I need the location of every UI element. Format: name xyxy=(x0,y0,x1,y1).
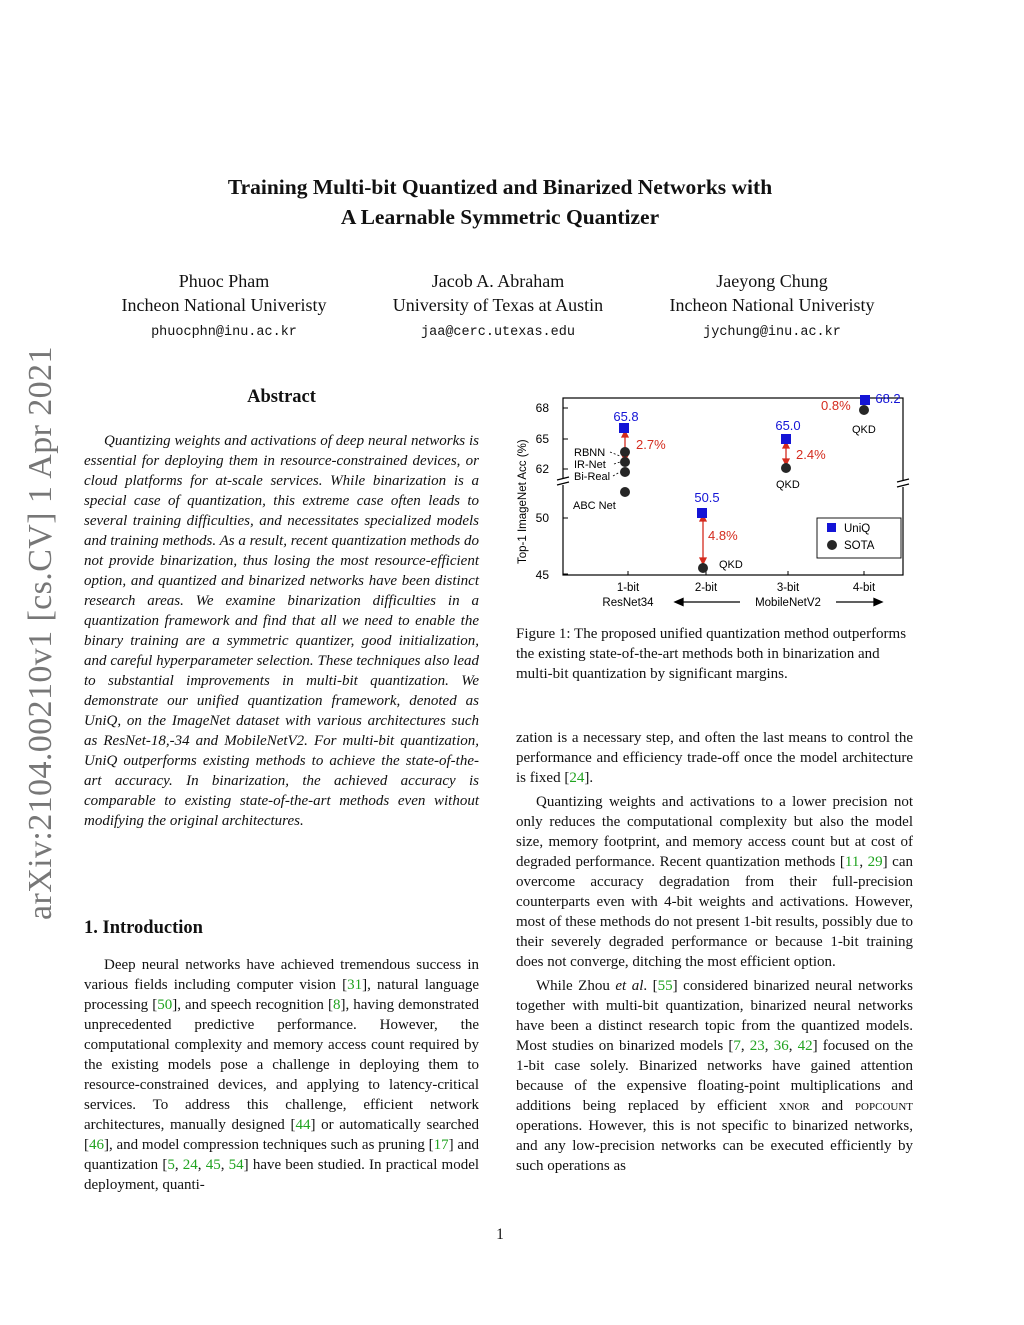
paragraph: zation is a necessary step, and often the last means to control the performance and efficiency trade-off once the model architecture is fixed [24]. xyxy=(516,730,913,786)
legend-label: SOTA xyxy=(844,540,875,552)
paragraph: Quantizing weights and activations to a lower precision not only reduces the computational complexity but also the model size, memory footprint, and memory access count but at cost of degraded performance. Recent quantization methods [11, 29] can overcome accuracy degradation from their full-precision counterparts even with 4-bit weights and activations. However, most of these methods do not present 1-bit results, possibly due to their severely degraded performance or because 1-bit training does not converge, ditching the most efficient option. xyxy=(516,794,914,970)
y-tick-label: 65 xyxy=(535,432,549,446)
legend-sota-marker xyxy=(827,540,837,550)
author-name: Jacob A. Abraham xyxy=(431,271,565,291)
y-axis-label: Top-1 ImageNet Acc (%) xyxy=(517,439,529,564)
citation-link[interactable]: 29 xyxy=(867,854,883,870)
author-block-1 xyxy=(100,270,348,345)
legend-label: UniQ xyxy=(844,523,871,535)
citation-link[interactable]: 24 xyxy=(182,1157,198,1173)
paragraph: While Zhou et al. [55] considered binarized neural networks together with multi-bit quantization, binarized neural networks have been a distinct research topic from the quantized models. Most studies on binarized models [7, 23, 36, 42] focused on the 1-bit case solely. Binarized networks have gained attention because of the expensive floating-point multiplications and additions being replaced by efficient xnor and popcount operations. However, this is not specific to binarized networks, and any low-precision networks can be executed efficiently by such operations as xyxy=(516,978,914,1174)
citation-link[interactable]: 42 xyxy=(797,1038,813,1054)
citation-link[interactable]: 46 xyxy=(89,1137,104,1153)
gap-label: 2.4% xyxy=(796,447,826,462)
figure-1-chart xyxy=(510,388,915,613)
x-tick-label: 1-bit xyxy=(616,582,640,594)
sota-point-bireal xyxy=(620,467,630,477)
abstract-text: Quantizing weights and activations of deep neural networks is essential for deploying them in resource-constrained devices, or cloud platforms for at-scale services. While binarization is a special case of quantization, this extreme case often leads to several training difficulties, and necessitates specialized models and training methods. As a result, recent quantization methods do not provide binarization, thus losing the most resource-efficient option, and quantized and binarized networks have been distinct research areas. We examine binarization difficulties in a quantization framework and find that all we need to enable the binary training are a symmetric quantizer, good initialization, and careful hyperparameter selection. These techniques also lead to substantial improvements in multi-bit quantization. We demonstrate our unified quantization framework, denoted as UniQ, on the ImageNet dataset with various architectures such as ResNet-18,-34 and MobileNetV2. For multi-bit quantization, UniQ outperforms existing methods to achieve the state-of-the-art accuracy. In binarization, the achieved accuracy is comparable to existing state-of-the-art methods even without modifying the original architectures. xyxy=(84,433,479,829)
citation-link[interactable]: 50 xyxy=(157,997,173,1013)
right-column-text xyxy=(516,728,913,1176)
x-group-label-mobilenet: MobileNetV2 xyxy=(755,597,821,609)
legend-uniq-marker xyxy=(827,523,836,532)
introduction-heading: 1. Introduction xyxy=(84,918,203,938)
abstract-heading: Abstract xyxy=(247,387,316,407)
page-number: 1 xyxy=(496,1226,504,1243)
citation-link[interactable]: 36 xyxy=(773,1038,789,1054)
sota-method-label: QKD xyxy=(776,479,800,491)
uniq-value-label: 68.2 xyxy=(875,391,901,406)
citation-link[interactable]: 54 xyxy=(228,1157,244,1173)
sota-method-label: RBNN xyxy=(574,447,606,459)
author-name: Jaeyong Chung xyxy=(716,271,828,291)
axis-break-right xyxy=(897,479,909,487)
sota-point-qkd-2bit xyxy=(698,563,708,573)
legend xyxy=(817,518,901,558)
uniq-value-label: 65.8 xyxy=(613,409,639,424)
title-line-2: A Learnable Symmetric Quantizer xyxy=(340,205,660,229)
citation-link[interactable]: 55 xyxy=(657,978,673,994)
sota-method-label: IR-Net xyxy=(574,459,606,471)
uniq-point-4bit xyxy=(860,395,870,405)
y-tick-label: 45 xyxy=(535,568,549,582)
author-name: Phuoc Pham xyxy=(178,271,270,291)
citation-link[interactable]: 23 xyxy=(749,1038,765,1054)
uniq-value-label: 65.0 xyxy=(775,418,801,433)
axis-break-left xyxy=(557,477,569,485)
x-group-label-resnet: ResNet34 xyxy=(602,597,654,609)
sota-point-abcnet xyxy=(620,487,630,497)
citation-link[interactable]: 7 xyxy=(733,1038,741,1054)
citation-link[interactable]: 11 xyxy=(844,854,860,870)
uniq-point-3bit xyxy=(781,434,791,444)
sota-method-label: QKD xyxy=(719,559,743,571)
sota-point-qkd-4bit xyxy=(859,405,869,415)
sota-method-label: QKD xyxy=(852,424,876,436)
uniq-point-1bit xyxy=(619,423,629,433)
citation-link[interactable]: 31 xyxy=(347,977,363,993)
citation-link[interactable]: 44 xyxy=(295,1117,311,1133)
gap-label: 2.7% xyxy=(636,437,666,452)
figure-1-caption: Figure 1: The proposed unified quantization method outperforms the existing state-of-the-art methods both in binarization and multi-bit quantization by significant margins. xyxy=(516,626,907,682)
sota-method-label: ABC Net xyxy=(573,500,616,512)
title-line-1: Training Multi-bit Quantized and Binarized Networks with xyxy=(227,175,773,199)
introduction-paragraph: Deep neural networks have achieved tremendous success in various fields including computer vision [31], natural language processing [50], and speech recognition [8], having demonstrated unprecedented predictive performance. However, the computational complexity and memory access count required by the existing models pose a challenge in deploying them to resource-constrained devices, and applying to latency-critical services. To address this challenge, efficient network architectures, manually designed [44] or automatically searched [46], and model compression techniques such as pruning [17] and quantization [5, 24, 45, 54] have been studied. In practical model deployment, quanti- xyxy=(84,957,480,1193)
author-block-2 xyxy=(370,270,626,345)
x-tick-label: 3-bit xyxy=(776,582,800,594)
citation-link[interactable]: 45 xyxy=(205,1157,221,1173)
arxiv-identifier: arXiv:2104.00210v1 [cs.CV] 1 Apr 2021 xyxy=(22,346,59,920)
y-tick-label: 62 xyxy=(535,462,549,476)
author-block-3 xyxy=(648,270,896,345)
sota-point-irnet xyxy=(620,447,630,457)
y-tick-label: 68 xyxy=(535,401,549,415)
uniq-point-2bit xyxy=(697,508,707,518)
series-uniq xyxy=(619,395,870,518)
x-axis xyxy=(602,571,876,609)
citation-link[interactable]: 5 xyxy=(167,1157,175,1173)
sota-point-rbnn xyxy=(620,457,630,467)
citation-link[interactable]: 17 xyxy=(433,1137,449,1153)
gap-label: 4.8% xyxy=(708,528,738,543)
author-email: jaa@cerc.utexas.edu xyxy=(421,325,575,340)
y-tick-label: 50 xyxy=(535,511,549,525)
paper-title xyxy=(0,172,1000,232)
author-email: phuocphn@inu.ac.kr xyxy=(151,325,297,340)
author-affiliation: University of Texas at Austin xyxy=(392,294,604,315)
x-tick-label: 2-bit xyxy=(694,582,718,594)
author-affiliation: Incheon National Univeristy xyxy=(669,294,875,315)
gap-label: 0.8% xyxy=(821,398,851,413)
citation-link[interactable]: 24 xyxy=(569,770,585,786)
x-tick-label: 4-bit xyxy=(852,582,876,594)
uniq-value-label: 50.5 xyxy=(694,490,720,505)
citation-link[interactable]: 8 xyxy=(332,997,341,1013)
author-affiliation: Incheon National Univeristy xyxy=(121,294,327,315)
author-email: jychung@inu.ac.kr xyxy=(703,325,841,340)
sota-method-label: Bi-Real xyxy=(574,471,611,483)
sota-point-qkd-3bit xyxy=(781,463,791,473)
